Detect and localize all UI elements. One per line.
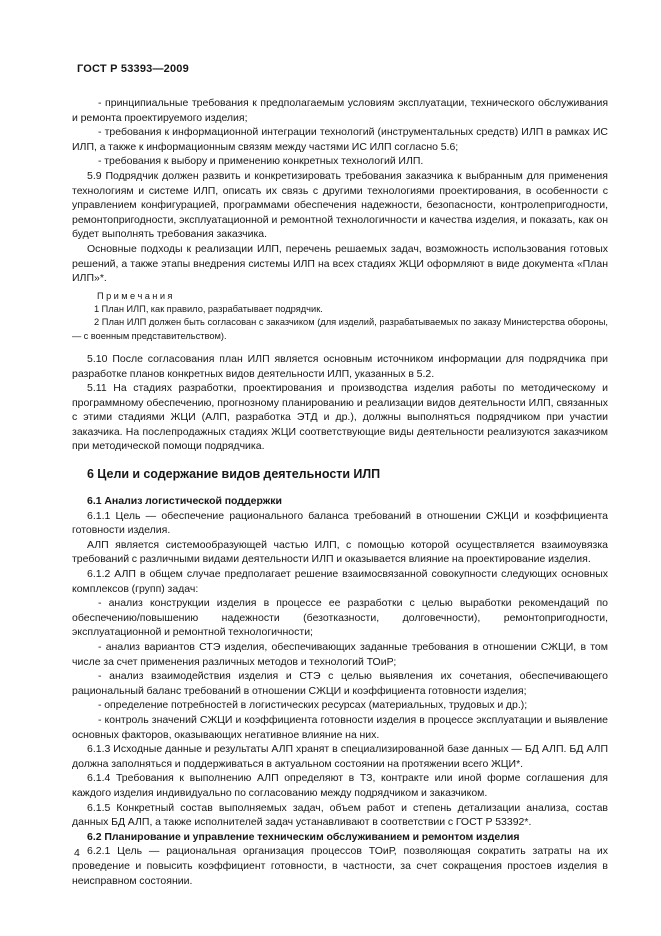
clause-6-2-1: 6.2.1 Цель — рациональная организация процессов ТОиР, позволяющая сократить затраты на их проведение и повысить коэффициент готовности, в частности, за счет сокращения простоев изделия в неисправном состоянии. bbox=[72, 845, 608, 887]
clause-5-9: 5.9 Подрядчик должен развить и конкретизировать требования заказчика к выбранным для применения технологиям и системе ИЛП, описать их связь с другими технологиями проектирования, в особенности с управлением конфигурацией, программами обеспечения надежности, безопасности, контролепригодности, ремонтопригодности, эксплуатационной и ремонтной технологичности и качества изделия, и показать, как он будет выполнять требования заказчика. bbox=[72, 169, 608, 241]
task-list-item: - определение потребностей в логистических ресурсах (материальных, трудовых и др.); bbox=[98, 699, 528, 712]
task-list-item: - анализ конструкции изделия в процессе ее разработки с целью выработки рекомендаций по обеспечению/повышению надежности (безотказности, долговечности), ремонтопригодности, эксплуатационной и ремонтной технологичности; bbox=[72, 597, 608, 639]
notes-block bbox=[72, 290, 608, 343]
note-item: 2 План ИЛП должен быть согласован с заказчиком (для изделий, разрабатываемых по заказу Министерства обороны, — с военным представительством). bbox=[72, 317, 608, 341]
section-6-heading: 6 Цели и содержание видов деятельности ИЛП bbox=[87, 467, 381, 482]
task-list-item: - анализ вариантов СТЭ изделия, обеспечивающих заданные требования в отношении СЖЦИ, в том числе за счет применения различных методов и технологий ТОиР; bbox=[72, 641, 608, 668]
page-number: 4 bbox=[74, 847, 80, 859]
clause-6-1-3: 6.1.3 Исходные данные и результаты АЛП хранят в специализированной базе данных — БД АЛП. БД АЛП должна заполняться и поддерживаться в актуальном состоянии на протяжении всего ЖЦИ*. bbox=[72, 743, 608, 770]
clause-6-1-5: 6.1.5 Конкретный состав выполняемых задач, объем работ и степень детализации анализа, состав данных БД АЛП, а также исполнителей задач устанавливают в соответствии с ГОСТ Р 53392*. bbox=[72, 801, 608, 829]
section-6-2-heading: 6.2 Планирование и управление техническим обслуживанием и ремонтом изделия bbox=[87, 830, 520, 843]
note-item: 1 План ИЛП, как правило, разрабатывает подрядчик. bbox=[94, 304, 323, 315]
section-6-1-heading: 6.1 Анализ логистической поддержки bbox=[87, 495, 282, 508]
intro-list-item: - требования к информационной интеграции технологий (инструментальных средств) ИЛП в рамках ИС ИЛП, а также к информационным связям между частями ИС ИЛП согласно 5.6; bbox=[72, 126, 608, 153]
document-body bbox=[72, 62, 608, 888]
notes-label: П р и м е ч а н и я bbox=[97, 290, 173, 301]
clause-6-1-1: 6.1.1 Цель — обеспечение рационального баланса требований в отношении СЖЦИ и коэффициента готовности изделия. bbox=[72, 509, 608, 537]
clause-5-9-continuation: Основные подходы к реализации ИЛП, перечень решаемых задач, возможность использования готовых решений, а также этапы внедрения системы ИЛП на всех стадиях ЖЦИ оформляют в виде документа «План ИЛП»*. bbox=[72, 242, 608, 285]
clause-5-10: 5.10 После согласования план ИЛП является основным источником информации для подрядчика при разработке планов конкретных видов деятельности ИЛП, указанных в 5.2. bbox=[72, 352, 608, 380]
clause-6-1-4: 6.1.4 Требования к выполнению АЛП определяют в ТЗ, контракте или иной форме соглашения для каждого изделия индивидуально по согласованию между подрядчиком и заказчиком. bbox=[72, 772, 608, 799]
intro-list-item: - требования к выбору и применению конкретных технологий ИЛП. bbox=[98, 155, 424, 168]
clause-6-1-2: 6.1.2 АЛП в общем случае предполагает решение взаимосвязанной совокупности следующих основных комплексов (групп) задач: bbox=[72, 568, 608, 595]
task-list-item: - анализ взаимодействия изделия и СТЭ с целью выявления их сочетания, обеспечивающего рациональный баланс требований в отношении СЖЦИ и коэффициента готовности изделия; bbox=[72, 670, 608, 697]
task-list-item: - контроль значений СЖЦИ и коэффициента готовности изделия в процессе эксплуатации и выявление основных факторов, оказывающих негативное влияние на них. bbox=[72, 713, 608, 741]
standard-number: ГОСТ Р 53393—2009 bbox=[77, 63, 189, 75]
clause-6-1-1-continuation: АЛП является системообразующей частью ИЛП, с помощью которой осуществляется взаимоувязка требований с различными видами деятельности ИЛП и оказывается влияние на проектирование изделия. bbox=[72, 538, 608, 566]
clause-5-11: 5.11 На стадиях разработки, проектирования и производства изделия работы по методическому и программному обеспечению, прогнозному планированию и реализации видов деятельности ИЛП, связанных с этими стадиями ЖЦИ (АЛП, разработка ЭТД и др.), должны выполняться подрядчиком при участии заказчика. На послепродажных стадиях ЖЦИ соответствующие виды деятельности реализуются заказчиком при методической помощи подрядчика. bbox=[72, 382, 608, 453]
intro-list-item: - принципиальные требования к предполагаемым условиям эксплуатации, технического обслуживания и ремонта проектируемого изделия; bbox=[72, 97, 608, 124]
